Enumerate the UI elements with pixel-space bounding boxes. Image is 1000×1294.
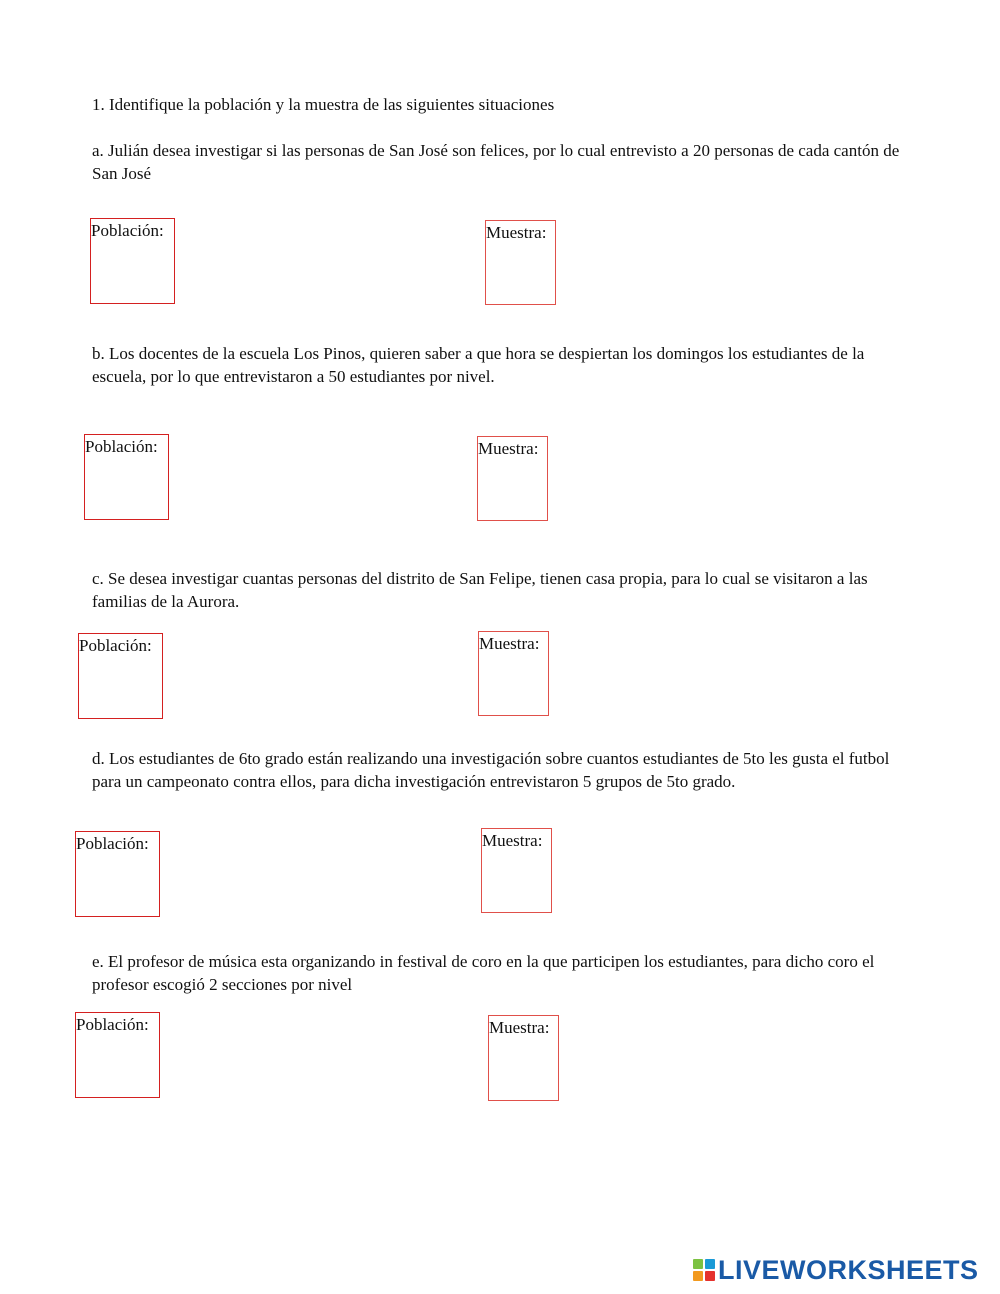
question-b: b. Los docentes de la escuela Los Pinos, quieren saber a que hora se despiertan los domingos los estudiantes de la escuela, por lo que entrevistaron a 50 estudiantes por nivel. <box>92 344 865 386</box>
question-d: d. Los estudiantes de 6to grado están realizando una investigación sobre cuantos estudiantes de 5to les gusta el futbol para un campeonato contra ellos, para dicha investigación entrevistaron 5 grupos de 5to grado. <box>92 749 890 791</box>
sample-answer-box-a[interactable] <box>485 220 556 305</box>
population-label: Población: <box>85 437 158 456</box>
liveworksheets-logo-text: LIVEWORKSHEETS <box>718 1255 979 1285</box>
sample-label: Muestra: <box>482 831 543 850</box>
sample-label: Muestra: <box>486 223 547 242</box>
liveworksheets-logo-icon <box>693 1259 715 1281</box>
population-label: Población: <box>91 221 164 240</box>
population-answer-box-a[interactable] <box>90 218 175 304</box>
sample-label: Muestra: <box>489 1018 550 1037</box>
population-label: Población: <box>76 1015 149 1034</box>
exercise-heading: 1. Identifique la población y la muestra de las siguientes situaciones <box>92 95 555 114</box>
population-label: Población: <box>79 636 152 655</box>
sample-answer-box-d[interactable] <box>481 828 552 913</box>
liveworksheets-logo <box>693 1256 979 1284</box>
question-c: c. Se desea investigar cuantas personas del distrito de San Felipe, tienen casa propia, para lo cual se visitaron a las familias de la Aurora. <box>92 569 868 611</box>
sample-label: Muestra: <box>479 634 540 653</box>
question-a: a. Julián desea investigar si las personas de San José son felices, por lo cual entrevisto a 20 personas de cada cantón de San José <box>92 141 900 183</box>
population-answer-box-c[interactable] <box>78 633 163 719</box>
sample-answer-box-b[interactable] <box>477 436 548 521</box>
population-answer-box-d[interactable] <box>75 831 160 917</box>
sample-answer-box-e[interactable] <box>488 1015 559 1101</box>
population-answer-box-b[interactable] <box>84 434 169 520</box>
sample-label: Muestra: <box>478 439 539 458</box>
population-label: Población: <box>76 834 149 853</box>
population-answer-box-e[interactable] <box>75 1012 160 1098</box>
sample-answer-box-c[interactable] <box>478 631 549 716</box>
question-e: e. El profesor de música esta organizando in festival de coro en la que participen los estudiantes, para dicho coro el profesor escogió 2 secciones por nivel <box>92 952 875 994</box>
